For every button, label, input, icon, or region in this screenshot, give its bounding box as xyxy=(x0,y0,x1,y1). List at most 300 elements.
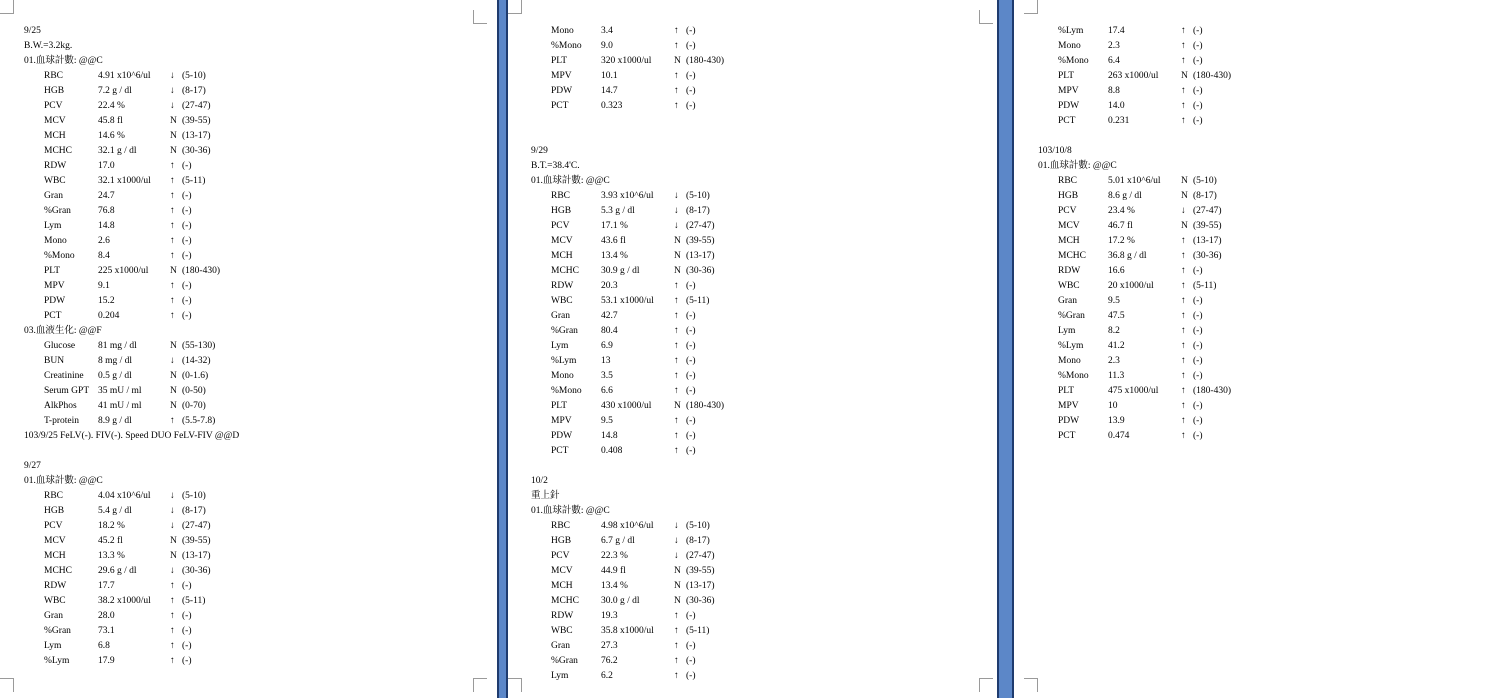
result-value: 0.323 xyxy=(601,101,623,111)
result-flag: ↑ xyxy=(170,161,175,171)
reference-range: (-) xyxy=(686,326,696,336)
result-value: 17.2 % xyxy=(1108,236,1135,246)
reference-range: (5-11) xyxy=(686,296,710,306)
result-label: PDW xyxy=(551,86,573,96)
heading-text: 01.血球計數: @@C xyxy=(1038,161,1117,171)
result-label: HGB xyxy=(551,536,572,546)
reference-range: (-) xyxy=(686,41,696,51)
result-label: Mono xyxy=(551,371,574,381)
result-value: 73.1 xyxy=(98,626,115,636)
result-flag: ↑ xyxy=(674,341,679,351)
result-value: 3.93 x10^6/ul xyxy=(601,191,654,201)
result-label: RDW xyxy=(44,581,67,591)
result-label: %Gran xyxy=(1058,311,1085,321)
result-value: 43.6 fl xyxy=(601,236,626,246)
result-flag: ↑ xyxy=(674,626,679,636)
result-flag: ↑ xyxy=(170,311,175,321)
reference-range: (-) xyxy=(686,671,696,681)
result-value: 42.7 xyxy=(601,311,618,321)
result-label: MPV xyxy=(44,281,65,291)
result-label: RDW xyxy=(44,161,67,171)
result-value: 45.2 fl xyxy=(98,536,123,546)
reference-range: (-) xyxy=(1193,86,1203,96)
result-flag: ↑ xyxy=(674,356,679,366)
result-value: 17.1 % xyxy=(601,221,628,231)
document-page-2 xyxy=(508,0,997,698)
result-value: 19.3 xyxy=(601,611,618,621)
reference-range: (-) xyxy=(686,101,696,111)
reference-range: (39-55) xyxy=(686,236,715,246)
result-flag: ↑ xyxy=(170,206,175,216)
result-label: MPV xyxy=(551,71,572,81)
result-label: PCT xyxy=(1058,431,1076,441)
page-corner-mark xyxy=(473,678,487,692)
result-value: 0.408 xyxy=(601,446,623,456)
result-value: 45.8 fl xyxy=(98,116,123,126)
result-label: PDW xyxy=(1058,101,1080,111)
result-flag: ↑ xyxy=(1181,356,1186,366)
result-value: 41 mU / ml xyxy=(98,401,142,411)
reference-range: (-) xyxy=(182,206,192,216)
heading-text: B.T.=38.4'C. xyxy=(531,161,580,171)
result-value: 8.2 xyxy=(1108,326,1120,336)
result-flag: ↑ xyxy=(674,311,679,321)
result-label: Glucose xyxy=(44,341,76,351)
heading-text: 01.血球計數: @@C xyxy=(24,476,103,486)
reference-range: (-) xyxy=(1193,266,1203,276)
result-flag: ↑ xyxy=(1181,26,1186,36)
result-value: 15.2 xyxy=(98,296,115,306)
result-value: 13.3 % xyxy=(98,551,125,561)
result-flag: ↑ xyxy=(1181,251,1186,261)
result-label: WBC xyxy=(44,596,66,606)
result-value: 17.7 xyxy=(98,581,115,591)
result-label: PLT xyxy=(1058,71,1075,81)
document-page-3 xyxy=(1014,0,1505,698)
result-flag: ↑ xyxy=(170,626,175,636)
reference-range: (-) xyxy=(182,251,192,261)
result-label: PLT xyxy=(44,266,61,276)
result-value: 22.3 % xyxy=(601,551,628,561)
reference-range: (13-17) xyxy=(1193,236,1222,246)
heading-text: 03.血液生化: @@F xyxy=(24,326,102,336)
result-value: 14.8 xyxy=(601,431,618,441)
result-flag: ↓ xyxy=(170,506,175,516)
reference-range: (-) xyxy=(182,581,192,591)
result-label: Mono xyxy=(44,236,67,246)
result-flag: ↑ xyxy=(170,656,175,666)
result-value: 76.2 xyxy=(601,656,618,666)
result-label: %Mono xyxy=(44,251,75,261)
result-flag: ↑ xyxy=(1181,386,1186,396)
reference-range: (55-130) xyxy=(182,341,216,351)
reference-range: (5-11) xyxy=(182,176,206,186)
result-value: 475 x1000/ul xyxy=(1108,386,1159,396)
result-flag: ↑ xyxy=(674,326,679,336)
heading-text: 10/2 xyxy=(531,476,548,486)
result-value: 14.0 xyxy=(1108,101,1125,111)
reference-range: (-) xyxy=(182,311,192,321)
result-label: %Lym xyxy=(1058,26,1084,36)
result-label: %Mono xyxy=(1058,371,1089,381)
reference-range: (27-47) xyxy=(686,551,715,561)
reference-range: (5-11) xyxy=(686,626,710,636)
result-value: 0.474 xyxy=(1108,431,1130,441)
result-value: 32.1 x1000/ul xyxy=(98,176,151,186)
result-flag: N xyxy=(674,581,681,591)
result-flag: ↓ xyxy=(170,491,175,501)
heading-text: B.W.=3.2kg. xyxy=(24,41,73,51)
reference-range: (39-55) xyxy=(182,536,211,546)
result-flag: ↑ xyxy=(1181,416,1186,426)
reference-range: (39-55) xyxy=(1193,221,1222,231)
result-label: WBC xyxy=(44,176,66,186)
result-flag: N xyxy=(674,596,681,606)
result-label: PCT xyxy=(551,101,569,111)
result-value: 17.9 xyxy=(98,656,115,666)
reference-range: (-) xyxy=(1193,416,1203,426)
result-value: 27.3 xyxy=(601,641,618,651)
reference-range: (5-10) xyxy=(182,491,206,501)
result-flag: N xyxy=(674,266,681,276)
reference-range: (8-17) xyxy=(182,86,206,96)
result-value: 9.0 xyxy=(601,41,613,51)
result-label: PCV xyxy=(551,551,570,561)
result-value: 13.4 % xyxy=(601,581,628,591)
reference-range: (-) xyxy=(686,71,696,81)
reference-range: (180-430) xyxy=(1193,71,1231,81)
result-label: Lym xyxy=(551,671,569,681)
result-flag: N xyxy=(170,401,177,411)
reference-range: (-) xyxy=(1193,356,1203,366)
result-flag: N xyxy=(170,341,177,351)
result-flag: N xyxy=(674,236,681,246)
result-value: 2.3 xyxy=(1108,41,1120,51)
reference-range: (-) xyxy=(686,281,696,291)
result-flag: ↑ xyxy=(674,86,679,96)
reference-range: (-) xyxy=(1193,341,1203,351)
result-label: MCHC xyxy=(44,146,72,156)
result-value: 5.01 x10^6/ul xyxy=(1108,176,1161,186)
result-flag: N xyxy=(674,401,681,411)
result-flag: ↓ xyxy=(674,521,679,531)
result-label: PDW xyxy=(1058,416,1080,426)
result-flag: ↑ xyxy=(170,176,175,186)
result-label: MCH xyxy=(44,131,66,141)
result-label: %Mono xyxy=(551,41,582,51)
result-value: 32.1 g / dl xyxy=(98,146,137,156)
result-flag: ↑ xyxy=(674,671,679,681)
result-label: MCV xyxy=(551,566,573,576)
reference-range: (-) xyxy=(686,371,696,381)
reference-range: (30-36) xyxy=(182,146,211,156)
page-separator xyxy=(997,0,1014,698)
reference-range: (-) xyxy=(686,446,696,456)
reference-range: (13-17) xyxy=(182,551,211,561)
reference-range: (-) xyxy=(686,431,696,441)
result-flag: ↑ xyxy=(674,26,679,36)
result-flag: ↓ xyxy=(674,221,679,231)
result-label: MCHC xyxy=(44,566,72,576)
result-label: Lym xyxy=(1058,326,1076,336)
result-flag: ↑ xyxy=(674,101,679,111)
result-value: 8 mg / dl xyxy=(98,356,133,366)
result-value: 38.2 x1000/ul xyxy=(98,596,151,606)
result-label: Mono xyxy=(551,26,574,36)
result-flag: ↑ xyxy=(674,281,679,291)
result-value: 47.5 xyxy=(1108,311,1125,321)
result-flag: ↓ xyxy=(170,356,175,366)
reference-range: (-) xyxy=(182,281,192,291)
document-page-1 xyxy=(0,0,497,698)
result-label: T-protein xyxy=(44,416,80,426)
result-label: Creatinine xyxy=(44,371,84,381)
result-label: PLT xyxy=(551,401,568,411)
result-flag: ↓ xyxy=(170,521,175,531)
result-value: 6.8 xyxy=(98,641,110,651)
result-flag: ↑ xyxy=(674,641,679,651)
page-corner-mark xyxy=(979,10,993,24)
reference-range: (-) xyxy=(686,386,696,396)
reference-range: (-) xyxy=(182,296,192,306)
result-flag: ↓ xyxy=(674,206,679,216)
reference-range: (-) xyxy=(1193,311,1203,321)
reference-range: (-) xyxy=(686,356,696,366)
result-flag: ↑ xyxy=(170,191,175,201)
reference-range: (13-17) xyxy=(686,581,715,591)
result-label: RBC xyxy=(44,71,64,81)
reference-range: (30-36) xyxy=(686,596,715,606)
reference-range: (-) xyxy=(1193,371,1203,381)
heading-text: 103/9/25 FeLV(-). FIV(-). Speed DUO FeLV-FIV @@D xyxy=(24,431,240,441)
reference-range: (0-70) xyxy=(182,401,206,411)
reference-range: (-) xyxy=(686,311,696,321)
result-label: WBC xyxy=(551,626,573,636)
result-flag: N xyxy=(170,131,177,141)
result-flag: N xyxy=(674,566,681,576)
result-value: 53.1 x1000/ul xyxy=(601,296,654,306)
page-corner-mark xyxy=(1024,0,1038,14)
result-flag: N xyxy=(1181,176,1188,186)
reference-range: (-) xyxy=(1193,326,1203,336)
result-label: MCHC xyxy=(1058,251,1086,261)
result-value: 13.4 % xyxy=(601,251,628,261)
reference-range: (180-430) xyxy=(686,401,724,411)
result-label: RDW xyxy=(551,611,574,621)
result-label: %Gran xyxy=(551,656,578,666)
result-flag: ↑ xyxy=(674,446,679,456)
result-label: MPV xyxy=(1058,401,1079,411)
result-label: PCV xyxy=(551,221,570,231)
heading-text: 01.血球計數: @@C xyxy=(24,56,103,66)
result-label: RBC xyxy=(551,521,571,531)
result-value: 0.204 xyxy=(98,311,120,321)
result-label: PDW xyxy=(551,431,573,441)
result-flag: ↑ xyxy=(170,581,175,591)
result-value: 14.8 xyxy=(98,221,115,231)
result-label: Gran xyxy=(551,311,570,321)
result-value: 4.04 x10^6/ul xyxy=(98,491,151,501)
reference-range: (8-17) xyxy=(686,536,710,546)
result-flag: ↑ xyxy=(170,281,175,291)
result-flag: N xyxy=(170,536,177,546)
result-label: %Mono xyxy=(1058,56,1089,66)
result-flag: ↑ xyxy=(1181,431,1186,441)
reference-range: (27-47) xyxy=(1193,206,1222,216)
reference-range: (5-11) xyxy=(1193,281,1217,291)
reference-range: (-) xyxy=(182,641,192,651)
result-value: 4.98 x10^6/ul xyxy=(601,521,654,531)
result-value: 13 xyxy=(601,356,611,366)
result-flag: ↑ xyxy=(674,656,679,666)
page-corner-mark xyxy=(508,0,522,14)
result-flag: ↑ xyxy=(170,611,175,621)
result-value: 22.4 % xyxy=(98,101,125,111)
result-label: RBC xyxy=(44,491,64,501)
result-flag: ↑ xyxy=(1181,86,1186,96)
result-flag: ↑ xyxy=(170,296,175,306)
reference-range: (-) xyxy=(182,221,192,231)
result-value: 36.8 g / dl xyxy=(1108,251,1147,261)
reference-range: (5-10) xyxy=(686,521,710,531)
result-label: Gran xyxy=(1058,296,1077,306)
result-label: MPV xyxy=(551,416,572,426)
result-flag: ↓ xyxy=(674,191,679,201)
result-label: Lym xyxy=(551,341,569,351)
result-value: 35.8 x1000/ul xyxy=(601,626,654,636)
reference-range: (-) xyxy=(686,86,696,96)
result-value: 430 x1000/ul xyxy=(601,401,652,411)
result-flag: ↓ xyxy=(170,566,175,576)
result-value: 81 mg / dl xyxy=(98,341,137,351)
result-value: 17.4 xyxy=(1108,26,1125,36)
reference-range: (30-36) xyxy=(686,266,715,276)
result-label: MCV xyxy=(551,236,573,246)
heading-text: 9/25 xyxy=(24,26,41,36)
result-label: PLT xyxy=(1058,386,1075,396)
result-value: 225 x1000/ul xyxy=(98,266,149,276)
result-flag: ↓ xyxy=(170,71,175,81)
result-flag: N xyxy=(1181,221,1188,231)
result-flag: ↑ xyxy=(674,41,679,51)
reference-range: (-) xyxy=(1193,431,1203,441)
result-value: 6.6 xyxy=(601,386,613,396)
result-value: 10 xyxy=(1108,401,1118,411)
result-flag: ↑ xyxy=(674,296,679,306)
reference-range: (-) xyxy=(182,161,192,171)
result-label: %Gran xyxy=(44,206,71,216)
result-label: MCH xyxy=(551,251,573,261)
reference-range: (27-47) xyxy=(182,521,211,531)
reference-range: (-) xyxy=(686,416,696,426)
reference-range: (-) xyxy=(182,236,192,246)
result-value: 8.9 g / dl xyxy=(98,416,132,426)
result-label: RBC xyxy=(1058,176,1078,186)
result-value: 46.7 fl xyxy=(1108,221,1133,231)
result-value: 8.6 g / dl xyxy=(1108,191,1142,201)
result-label: %Mono xyxy=(551,386,582,396)
result-label: PCV xyxy=(44,521,63,531)
result-label: %Lym xyxy=(551,356,577,366)
result-value: 0.5 g / dl xyxy=(98,371,132,381)
result-label: %Gran xyxy=(44,626,71,636)
result-value: 8.4 xyxy=(98,251,110,261)
reference-range: (-) xyxy=(182,656,192,666)
result-value: 16.6 xyxy=(1108,266,1125,276)
result-value: 30.9 g / dl xyxy=(601,266,640,276)
reference-range: (-) xyxy=(1193,116,1203,126)
result-flag: ↑ xyxy=(1181,56,1186,66)
result-value: 80.4 xyxy=(601,326,618,336)
result-flag: N xyxy=(674,251,681,261)
result-label: MCHC xyxy=(551,596,579,606)
result-label: Mono xyxy=(1058,356,1081,366)
result-value: 263 x1000/ul xyxy=(1108,71,1159,81)
result-label: PLT xyxy=(551,56,568,66)
result-value: 6.7 g / dl xyxy=(601,536,635,546)
result-value: 30.0 g / dl xyxy=(601,596,640,606)
reference-range: (13-17) xyxy=(182,131,211,141)
heading-text: 9/29 xyxy=(531,146,548,156)
result-value: 13.9 xyxy=(1108,416,1125,426)
result-flag: N xyxy=(170,266,177,276)
result-flag: ↑ xyxy=(170,236,175,246)
result-value: 76.8 xyxy=(98,206,115,216)
result-flag: ↑ xyxy=(1181,341,1186,351)
reference-range: (-) xyxy=(686,26,696,36)
result-flag: ↑ xyxy=(1181,236,1186,246)
result-label: RBC xyxy=(551,191,571,201)
page-corner-mark xyxy=(979,678,993,692)
result-value: 10.1 xyxy=(601,71,618,81)
result-label: %Lym xyxy=(1058,341,1084,351)
result-flag: ↑ xyxy=(1181,371,1186,381)
heading-text: 9/27 xyxy=(24,461,41,471)
result-flag: N xyxy=(1181,71,1188,81)
result-label: PCT xyxy=(1058,116,1076,126)
reference-range: (5-10) xyxy=(182,71,206,81)
result-flag: ↑ xyxy=(1181,41,1186,51)
reference-range: (-) xyxy=(1193,101,1203,111)
result-value: 5.4 g / dl xyxy=(98,506,132,516)
reference-range: (39-55) xyxy=(686,566,715,576)
reference-range: (-) xyxy=(182,626,192,636)
result-label: HGB xyxy=(1058,191,1079,201)
reference-range: (-) xyxy=(1193,26,1203,36)
reference-range: (39-55) xyxy=(182,116,211,126)
result-flag: N xyxy=(170,116,177,126)
result-flag: ↑ xyxy=(1181,401,1186,411)
result-label: MPV xyxy=(1058,86,1079,96)
result-label: MCH xyxy=(551,581,573,591)
page-corner-mark xyxy=(0,0,14,14)
result-value: 9.1 xyxy=(98,281,110,291)
heading-text: 01.血球計數: @@C xyxy=(531,506,610,516)
result-value: 2.3 xyxy=(1108,356,1120,366)
reference-range: (-) xyxy=(1193,56,1203,66)
reference-range: (27-47) xyxy=(182,101,211,111)
result-label: WBC xyxy=(1058,281,1080,291)
result-flag: ↑ xyxy=(1181,116,1186,126)
result-value: 2.6 xyxy=(98,236,110,246)
result-value: 44.9 fl xyxy=(601,566,626,576)
result-flag: ↑ xyxy=(1181,296,1186,306)
result-label: PCT xyxy=(551,446,569,456)
reference-range: (5-10) xyxy=(1193,176,1217,186)
result-label: RDW xyxy=(551,281,574,291)
result-value: 6.2 xyxy=(601,671,613,681)
result-label: %Lym xyxy=(44,656,70,666)
